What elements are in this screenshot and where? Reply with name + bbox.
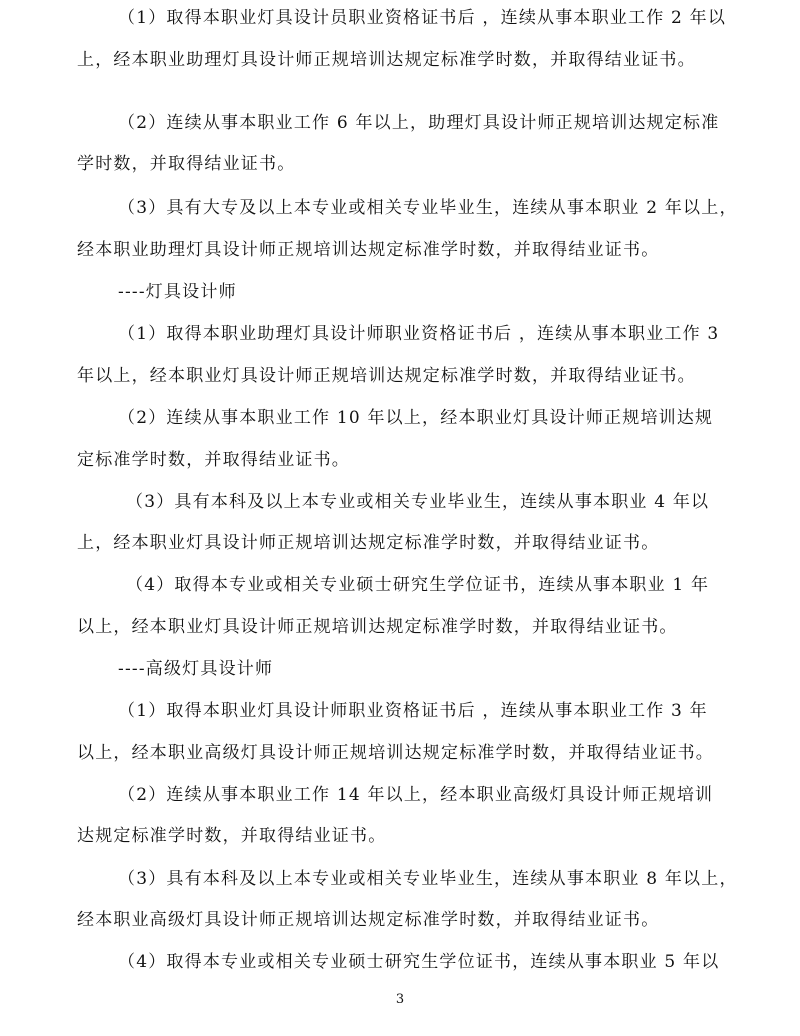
text-line: 上，经本职业灯具设计师正规培训达规定标准学时数，并取得结业证书。 <box>77 533 660 553</box>
text-line: 以上，经本职业灯具设计师正规培训达规定标准学时数，并取得结业证书。 <box>77 617 678 637</box>
text-line: 达规定标准学时数，并取得结业证书。 <box>77 826 387 846</box>
text-line: （2）连续从事本职业工作 10 年以上，经本职业灯具设计师正规培训达规 <box>118 408 714 428</box>
text-line: （2）连续从事本职业工作 6 年以上，助理灯具设计师正规培训达规定标准 <box>118 113 720 133</box>
section-heading: ----高级灯具设计师 <box>118 659 274 679</box>
text-line: （1）取得本职业灯具设计师职业资格证书后 ，连续从事本职业工作 3 年 <box>118 701 708 721</box>
text-line: （2）连续从事本职业工作 14 年以上，经本职业高级灯具设计师正规培训 <box>118 785 714 805</box>
text-line: （4）取得本专业或相关专业硕士研究生学位证书，连续从事本职业 5 年以 <box>118 952 720 972</box>
text-line: （1）取得本职业灯具设计员职业资格证书后 ，连续从事本职业工作 2 年以 <box>118 8 727 28</box>
text-line: 以上，经本职业高级灯具设计师正规培训达规定标准学时数，并取得结业证书。 <box>77 743 714 763</box>
page-number: 3 <box>395 992 405 1007</box>
text-line: （3）具有大专及以上本专业或相关专业毕业生，连续从事本职业 2 年以上， <box>118 198 738 218</box>
text-line: （1）取得本职业助理灯具设计师职业资格证书后 ，连续从事本职业工作 3 <box>118 324 720 344</box>
text-line: （3）具有本科及以上本专业或相关专业毕业生，连续从事本职业 8 年以上， <box>118 869 738 889</box>
text-line: 学时数，并取得结业证书。 <box>77 154 296 174</box>
text-line: 经本职业助理灯具设计师正规培训达规定标准学时数，并取得结业证书。 <box>77 240 660 260</box>
text-line: （3）具有本科及以上本专业或相关专业毕业生，连续从事本职业 4 年以 <box>126 492 710 512</box>
text-line: 定标准学时数，并取得结业证书。 <box>77 450 350 470</box>
section-heading: ----灯具设计师 <box>118 282 237 302</box>
text-line: 经本职业高级灯具设计师正规培训达规定标准学时数，并取得结业证书。 <box>77 910 660 930</box>
text-line: （4）取得本专业或相关专业硕士研究生学位证书，连续从事本职业 1 年 <box>126 575 710 595</box>
text-line: 年以上，经本职业灯具设计师正规培训达规定标准学时数，并取得结业证书。 <box>77 366 696 386</box>
text-line: 上，经本职业助理灯具设计师正规培训达规定标准学时数，并取得结业证书。 <box>77 50 696 70</box>
